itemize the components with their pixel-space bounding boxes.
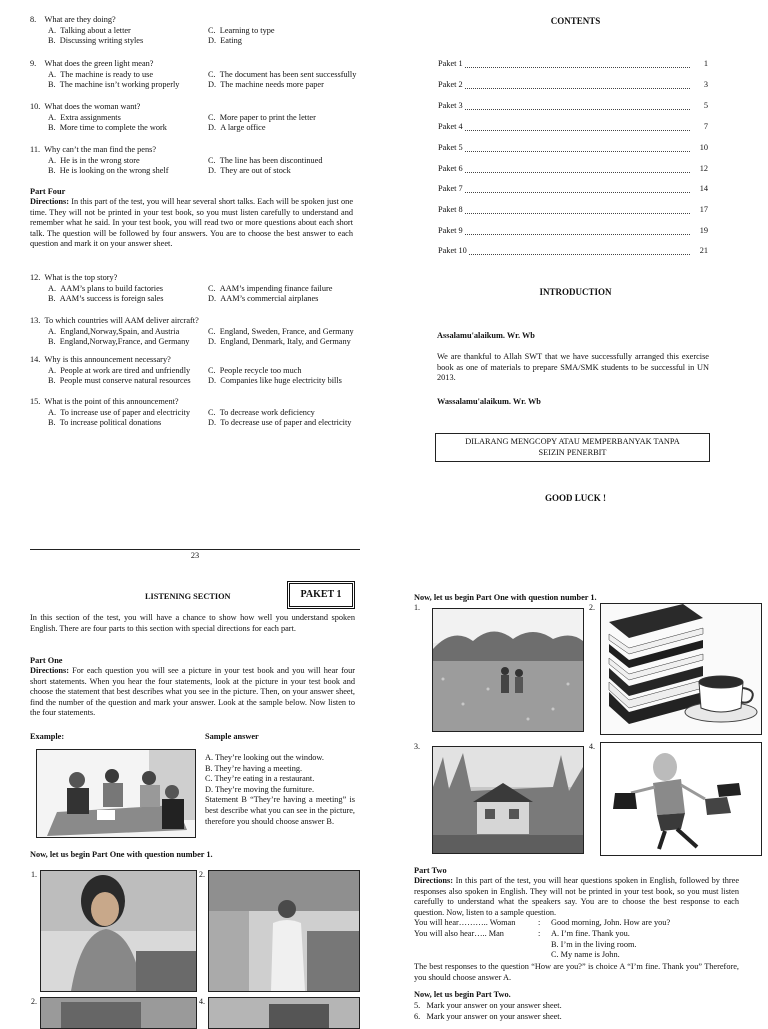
option-a: A. Talking about a letter <box>48 25 131 35</box>
question-10 <box>30 102 380 134</box>
begin-part-one: Now, let us begin Part One with question number 1. <box>30 850 213 859</box>
option-a: A. He is in the wrong store <box>48 155 140 165</box>
option-d: D. To decrease use of paper and electricity <box>208 418 352 428</box>
sample-explanation: Statement B “They’re having a meeting” is best describe what you can see in the picture, therefore you should choose answer B. <box>205 795 355 826</box>
picture-number: 4. <box>199 997 205 1006</box>
toc-page-number: 21 <box>699 246 708 255</box>
part-one-title: Part One <box>30 656 63 665</box>
toc-entry <box>438 246 708 257</box>
books-and-coffee-photo <box>601 604 761 734</box>
question-stem: 14. Why is this announcement necessary? <box>30 355 171 364</box>
option-c: C. Learning to type <box>208 25 275 35</box>
hear-colon: : <box>538 918 541 927</box>
part-two-items <box>414 1001 562 1022</box>
toc-leader-dots <box>465 233 690 235</box>
man-response-options <box>551 929 637 961</box>
introduction-text: We are thankful to Allah SWT that we have successfully arranged this exercise book as one of materials to prepare SMA/SMK students to be successful in UN 2013. <box>437 352 709 383</box>
introduction-title: INTRODUCTION <box>539 287 612 297</box>
option-a: A. People at work are tired and unfriendly <box>48 365 191 375</box>
question-13 <box>30 316 380 348</box>
hear-colon: : <box>538 929 541 938</box>
listening-section-title: LISTENING SECTION <box>145 592 231 601</box>
option-c: C. England, Sweden, France, and Germany <box>208 326 354 336</box>
sample-options <box>205 753 355 827</box>
toc-page-number: 1 <box>703 59 708 68</box>
hear-label-man: You will also hear….. Man <box>414 929 504 938</box>
toc-page-number: 14 <box>699 184 708 193</box>
woman-with-shopping-bags-photo <box>601 743 761 855</box>
directions-label: Directions: <box>30 666 70 675</box>
toc-leader-dots <box>469 253 690 255</box>
toc-page-number: 10 <box>699 143 708 152</box>
question-12 <box>30 273 380 305</box>
toc-label: Paket 6 <box>438 164 463 173</box>
option-d: D. The machine needs more paper <box>208 80 324 90</box>
picture-number: 2. <box>589 603 595 612</box>
toc-page-number: 17 <box>699 205 708 214</box>
kitchen-worker-photo <box>209 871 359 991</box>
directions-text: In this part of the test, you will hear several short talks. Each will be spoken just one time. They will not be printed in your test book, so you must listen carefully to understand and remember what he said. In your test book, you will read two or more questions about each short talk. The question will be followed by four answers. You are to choose the best answer to each question and mark it on your answer sheet. <box>30 197 353 249</box>
toc-page-number: 7 <box>703 122 708 131</box>
picture-1 <box>40 870 197 992</box>
toc-leader-dots <box>465 212 690 214</box>
picture-number: 1. <box>31 870 37 879</box>
good-luck: GOOD LUCK ! <box>544 493 606 503</box>
page-number: 23 <box>190 551 200 560</box>
question-stem: 8. What are they doing? <box>30 15 116 24</box>
children-in-field-photo <box>433 609 583 731</box>
option-d: D. Eating <box>208 36 242 46</box>
toc-entry <box>438 164 708 175</box>
question-stem: 15. What is the point of this announcement? <box>30 397 179 406</box>
toc-page-number: 3 <box>703 80 708 89</box>
part-two-directions <box>414 876 739 918</box>
picture-3 <box>432 746 584 854</box>
picture-number: 4. <box>589 742 595 751</box>
option-a: A. England,Norway,Spain, and Austria <box>48 326 180 336</box>
contents-title: CONTENTS <box>550 16 601 26</box>
meeting-photo <box>37 750 195 837</box>
picture-3 <box>40 997 197 1029</box>
toc-leader-dots <box>465 108 690 110</box>
sample-option-b: B. They’re having a meeting. <box>205 763 303 773</box>
toc-leader-dots <box>465 129 690 131</box>
list-item: 5. Mark your answer on your answer sheet. <box>414 1001 562 1010</box>
toc-label: Paket 10 <box>438 246 467 255</box>
part-one-directions <box>30 666 355 719</box>
option-d: D. They are out of stock <box>208 166 291 176</box>
picture-1 <box>432 608 584 732</box>
page-footer-rule <box>30 549 360 550</box>
option-d: D. AAM’s commercial airplanes <box>208 294 319 304</box>
house-in-woods-photo <box>433 747 583 853</box>
toc-entry <box>438 143 708 154</box>
option-a: A. Extra assignments <box>48 112 121 122</box>
option-d: D. Companies like huge electricity bills <box>208 376 342 386</box>
option-c: C. People recycle too much <box>208 365 302 375</box>
option-a: A. The machine is ready to use <box>48 69 154 79</box>
toc-label: Paket 2 <box>438 80 463 89</box>
option-b: B. To increase political donations <box>48 418 162 428</box>
option-a: A. To increase use of paper and electricity <box>48 407 191 417</box>
option-c: C. To decrease work deficiency <box>208 407 315 417</box>
option-c: C. More paper to print the letter <box>208 112 316 122</box>
option-b: B. AAM’s success is foreign sales <box>48 294 164 304</box>
sample-option-a: A. They’re looking out the window. <box>205 753 324 762</box>
question-stem: 9. What does the green light mean? <box>30 59 154 68</box>
toc-page-number: 19 <box>699 226 708 235</box>
question-9 <box>30 59 380 91</box>
question-11 <box>30 145 380 177</box>
picture-4 <box>600 742 762 856</box>
woman-at-desk-photo <box>41 871 196 991</box>
option-b: B. More time to complete the work <box>48 123 167 133</box>
toc-entry <box>438 101 708 112</box>
option-b: B. England,Norway,France, and Germany <box>48 337 190 347</box>
sample-answer-label: Sample answer <box>205 732 259 741</box>
begin-part-one-right: Now, let us begin Part One with question number 1. <box>414 593 597 602</box>
best-response-text: The best responses to the question “How are you?” is choice A “I’m fine. Thank you” Therefore, you should choose answer A. <box>414 962 739 982</box>
toc-entry <box>438 184 708 195</box>
part-four-directions <box>30 197 353 250</box>
copyright-notice <box>435 433 710 462</box>
notice-line-1: DILARANG MENGCOPY ATAU MEMPERBANYAK TANPA <box>465 437 680 446</box>
toc-leader-dots <box>465 171 690 173</box>
toc-label: Paket 3 <box>438 101 463 110</box>
option-b: B. He is looking on the wrong shelf <box>48 166 169 176</box>
toc-entry <box>438 122 708 133</box>
option-c: C. AAM’s impending finance failure <box>208 283 333 293</box>
option-b: B. Discussing writing styles <box>48 36 144 46</box>
part-two-title: Part Two <box>414 866 447 875</box>
option-a: A. AAM’s plans to build factories <box>48 283 163 293</box>
toc-entry <box>438 59 708 70</box>
example-label: Example: <box>30 732 65 741</box>
directions-text: For each question you will see a picture in your test book and you will hear four short statements. When you hear the four statements, look at the picture in your test book and choose the statement that best describes what you see in the picture. Then, on your answer sheet, find the number of the question and mark your answer. Look at the sample below. Now listen to the four statements. <box>30 666 355 718</box>
question-stem: 13. To which countries will AAM deliver aircraft? <box>30 316 199 325</box>
hear-label-woman: You will hear……….. Woman <box>414 918 516 927</box>
directions-label: Directions: <box>30 197 70 206</box>
toc-leader-dots <box>465 87 690 89</box>
sample-option-d: D. They’re moving the furniture. <box>205 784 315 794</box>
toc-leader-dots <box>465 191 690 193</box>
toc-leader-dots <box>465 66 690 68</box>
closing: Wassalamu'alaikum. Wr. Wb <box>437 397 541 406</box>
picture-2 <box>208 870 360 992</box>
directions-text: In this part of the test, you will hear questions spoken in English, followed by three responses also spoken in English. They will not be printed in your test book, so you must listen carefully to understand what the speakers say. You are to choose the best response to each question. Now, listen to a sample question. <box>414 876 739 917</box>
picture-number: 1. <box>414 603 420 612</box>
listening-intro: In this section of the test, you will have a chance to show how well you understand spoken English. There are four parts to this section with special directions for each part. <box>30 613 355 633</box>
picture-number: 2. <box>199 870 205 879</box>
example-picture <box>36 749 196 838</box>
sample-option-c: C. They’re eating in a restaurant. <box>205 774 315 784</box>
toc-label: Paket 1 <box>438 59 463 68</box>
question-stem: 10. What does the woman want? <box>30 102 141 111</box>
paket-badge: PAKET 1 <box>287 581 355 609</box>
toc-entry <box>438 205 708 216</box>
toc-entry <box>438 226 708 237</box>
greeting: Assalamu'alaikum. Wr. Wb <box>437 331 535 340</box>
toc-entry <box>438 80 708 91</box>
directions-label: Directions: <box>414 876 454 885</box>
option-b: B. People must conserve natural resources <box>48 376 191 386</box>
option-c: C. The document has been sent successfully <box>208 69 357 79</box>
picture-number: 2. <box>31 997 37 1006</box>
question-stem: 12. What is the top story? <box>30 273 118 282</box>
picture-number: 3. <box>414 742 420 751</box>
question-stem: 11. Why can’t the man find the pens? <box>30 145 157 154</box>
question-14 <box>30 355 380 387</box>
toc-leader-dots <box>465 150 690 152</box>
toc-label: Paket 9 <box>438 226 463 235</box>
response-option-a: A. I’m fine. Thank you. <box>551 929 630 938</box>
option-d: D. England, Denmark, Italy, and Germany <box>208 337 351 347</box>
question-15 <box>30 397 380 429</box>
hear-woman-text: Good morning, John. How are you? <box>551 918 671 927</box>
response-option-b: B. I’m in the living room. <box>551 939 637 949</box>
option-c: C. The line has been discontinued <box>208 155 323 165</box>
toc-page-number: 12 <box>699 164 708 173</box>
toc-label: Paket 7 <box>438 184 463 193</box>
question-8 <box>30 15 380 47</box>
part-four-title: Part Four <box>30 187 66 196</box>
option-d: D. A large office <box>208 123 266 133</box>
toc-label: Paket 5 <box>438 143 463 152</box>
begin-part-two: Now, let us begin Part Two. <box>414 990 511 999</box>
toc-label: Paket 4 <box>438 122 463 131</box>
list-item: 6. Mark your answer on your answer sheet. <box>414 1011 562 1021</box>
toc-label: Paket 8 <box>438 205 463 214</box>
notice-line-2: SEIZIN PENERBIT <box>538 447 607 457</box>
response-option-c: C. My name is John. <box>551 950 620 960</box>
picture-4 <box>208 997 360 1029</box>
toc-page-number: 5 <box>703 101 708 110</box>
picture-2 <box>600 603 762 735</box>
option-b: B. The machine isn’t working properly <box>48 80 180 90</box>
